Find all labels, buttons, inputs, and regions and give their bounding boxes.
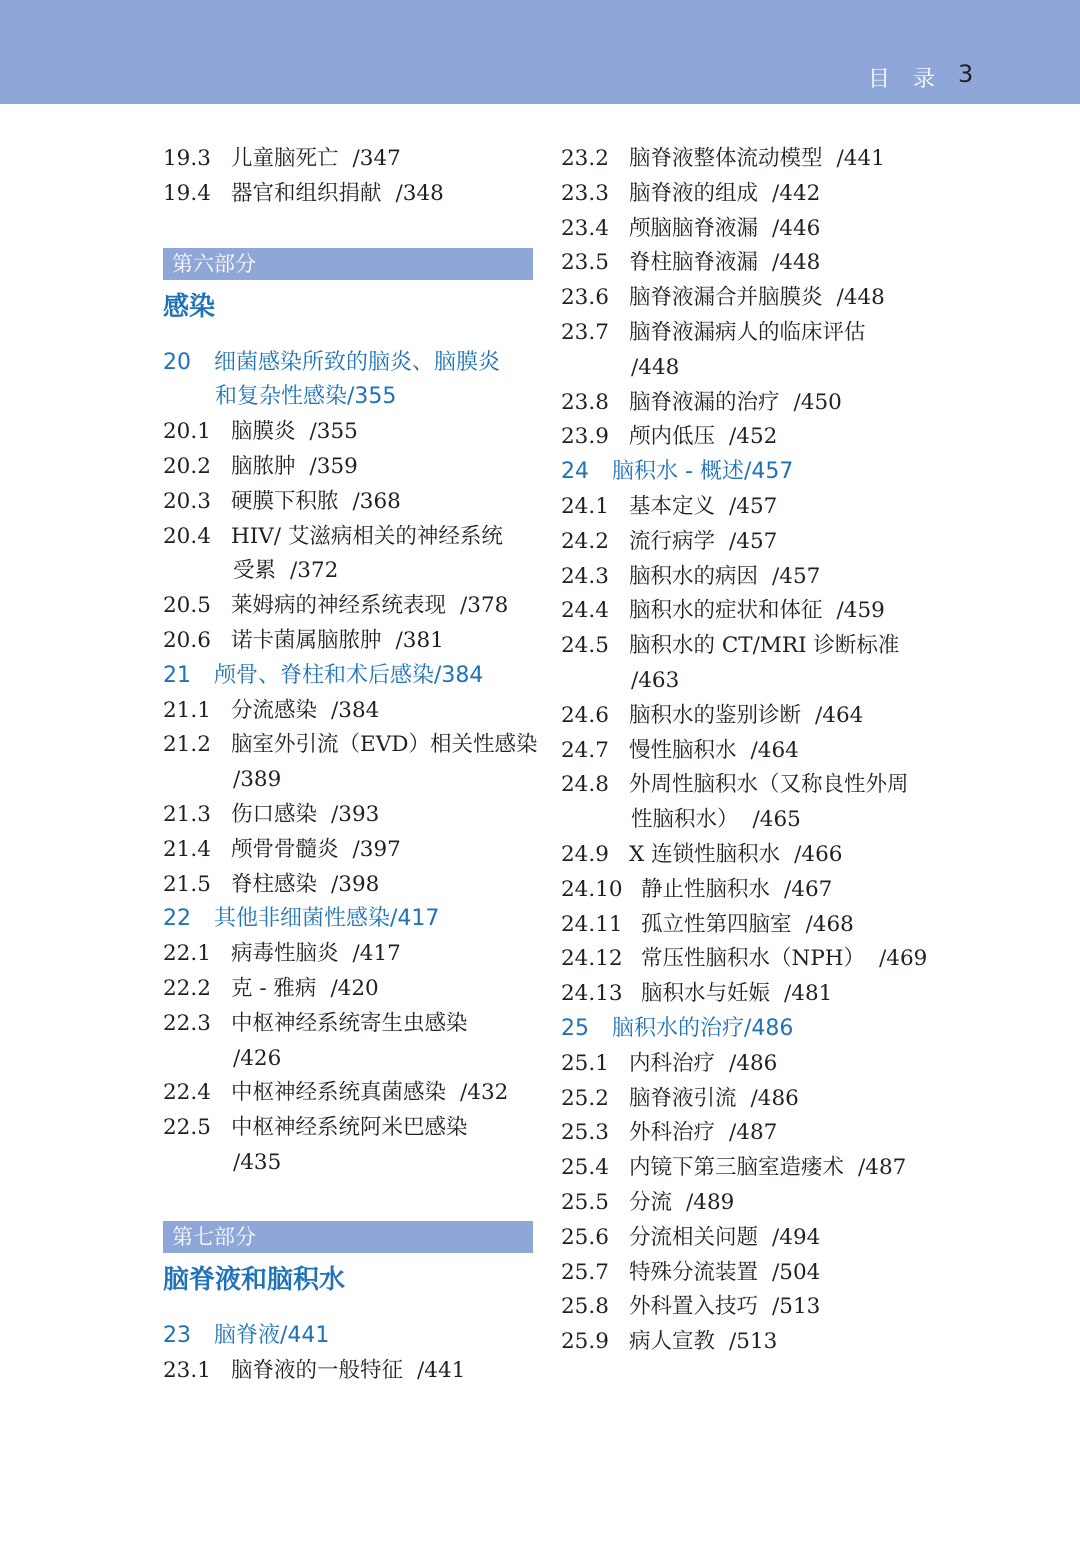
toc-entry[interactable]: 25.6 分流相关问题 /494 <box>561 1224 821 1250</box>
toc-entry[interactable]: 22.4 中枢神经系统真菌感染 /432 <box>163 1080 509 1106</box>
toc-entry[interactable]: 24.12 常压性脑积水（NPH） /469 <box>561 946 928 972</box>
page-number: 3 <box>958 60 974 88</box>
toc-entry[interactable]: 19.3 儿童脑死亡 /347 <box>163 146 401 171</box>
toc-entry[interactable]: 23.6 脑脊液漏合并脑膜炎 /448 <box>561 285 885 311</box>
toc-entry[interactable]: 24.4 脑积水的症状和体征 /459 <box>561 598 885 624</box>
chapter-heading[interactable]: 24 脑积水 - 概述/457 <box>561 459 794 485</box>
toc-entry[interactable]: 25.9 病人宣教 /513 <box>561 1329 778 1355</box>
toc-entry[interactable]: 24.2 流行病学 /457 <box>561 528 778 554</box>
toc-entry[interactable]: 20.5 莱姆病的神经系统表现 /378 <box>163 593 509 619</box>
toc-entry[interactable]: 25.5 分流 /489 <box>561 1189 735 1215</box>
toc-entry[interactable]: 21.3 伤口感染 /393 <box>163 801 380 827</box>
toc-entry-continued[interactable]: /448 <box>631 354 680 380</box>
chapter-heading[interactable]: 22 其他非细菌性感染/417 <box>163 906 440 932</box>
toc-entry[interactable]: 23.2 脑脊液整体流动模型 /441 <box>561 146 885 171</box>
chapter-heading[interactable]: 20 细菌感染所致的脑炎、脑膜炎 <box>163 349 501 375</box>
toc-entry-continued[interactable]: /426 <box>233 1045 282 1071</box>
part-label-bar: 第六部分 <box>163 248 533 280</box>
toc-entry[interactable]: 24.9 X 连锁性脑积水 /466 <box>561 841 843 867</box>
chapter-heading[interactable]: 25 脑积水的治疗/486 <box>561 1015 794 1041</box>
toc-entry[interactable]: 23.4 颅脑脑脊液漏 /446 <box>561 215 821 241</box>
toc-entry[interactable]: 25.7 特殊分流装置 /504 <box>561 1259 821 1285</box>
toc-entry[interactable]: 20.6 诺卡菌属脑脓肿 /381 <box>163 627 444 653</box>
toc-entry[interactable]: 24.3 脑积水的病因 /457 <box>561 563 821 589</box>
toc-entry[interactable]: 24.7 慢性脑积水 /464 <box>561 737 799 763</box>
chapter-heading-continued[interactable]: 和复杂性感染/355 <box>215 384 397 410</box>
toc-left-column <box>163 142 538 1388</box>
running-header-title: 目 录 <box>868 67 943 92</box>
toc-entry[interactable]: 22.5 中枢神经系统阿米巴感染 <box>163 1115 468 1141</box>
toc-entry[interactable]: 20.3 硬膜下积脓 /368 <box>163 488 401 514</box>
toc-entry[interactable]: 25.1 内科治疗 /486 <box>561 1050 778 1076</box>
toc-entry[interactable]: 19.4 器官和组织捐献 /348 <box>163 180 444 206</box>
toc-entry[interactable]: 23.3 脑脊液的组成 /442 <box>561 180 821 206</box>
toc-entry[interactable]: 24.5 脑积水的 CT/MRI 诊断标准 <box>561 633 900 659</box>
toc-entry[interactable]: 20.2 脑脓肿 /359 <box>163 453 358 479</box>
toc-entry[interactable]: 23.7 脑脊液漏病人的临床评估 <box>561 319 866 345</box>
toc-entry[interactable]: 24.13 脑积水与妊娠 /481 <box>561 981 833 1007</box>
part-title: 感染 <box>163 291 216 322</box>
toc-entry[interactable]: 24.1 基本定义 /457 <box>561 493 778 519</box>
part-title: 脑脊液和脑积水 <box>163 1264 346 1295</box>
part-label-bar: 第七部分 <box>163 1221 533 1253</box>
toc-entry-continued[interactable]: 性脑积水） /465 <box>631 807 801 833</box>
toc-entry[interactable]: 25.4 内镜下第三脑室造瘘术 /487 <box>561 1155 907 1181</box>
toc-entry[interactable]: 22.3 中枢神经系统寄生虫感染 <box>163 1010 468 1036</box>
toc-entry-continued[interactable]: /463 <box>631 667 680 693</box>
toc-entry[interactable]: 20.1 脑膜炎 /355 <box>163 419 358 445</box>
toc-entry-continued[interactable]: /389 <box>233 767 282 793</box>
toc-entry[interactable]: 21.1 分流感染 /384 <box>163 697 380 723</box>
toc-entry-continued[interactable]: /435 <box>233 1149 282 1175</box>
toc-entry[interactable]: 24.8 外周性脑积水（又称良性外周 <box>561 772 909 798</box>
toc-entry[interactable]: 20.4 HIV/ 艾滋病相关的神经系统 <box>163 523 503 549</box>
toc-entry[interactable]: 23.1 脑脊液的一般特征 /441 <box>163 1357 466 1383</box>
toc-entry[interactable]: 24.10 静止性脑积水 /467 <box>561 876 833 902</box>
toc-entry[interactable]: 22.2 克 - 雅病 /420 <box>163 975 379 1001</box>
toc-entry[interactable]: 23.9 颅内低压 /452 <box>561 424 778 450</box>
toc-entry[interactable]: 21.5 脊柱感染 /398 <box>163 871 380 897</box>
chapter-heading[interactable]: 21 颅骨、脊柱和术后感染/384 <box>163 662 484 688</box>
toc-entry[interactable]: 25.2 脑脊液引流 /486 <box>561 1085 799 1111</box>
toc-entry-continued[interactable]: 受累 /372 <box>233 558 339 584</box>
toc-entry[interactable]: 25.3 外科治疗 /487 <box>561 1120 778 1146</box>
toc-entry[interactable]: 22.1 病毒性脑炎 /417 <box>163 941 401 967</box>
toc-entry[interactable]: 21.2 脑室外引流（EVD）相关性感染 <box>163 732 538 758</box>
toc-entry[interactable]: 23.5 脊柱脑脊液漏 /448 <box>561 250 821 276</box>
toc-entry[interactable]: 24.6 脑积水的鉴别诊断 /464 <box>561 702 864 728</box>
toc-right-column <box>561 142 933 1360</box>
toc-entry[interactable]: 24.11 孤立性第四脑室 /468 <box>561 911 854 937</box>
toc-entry[interactable]: 23.8 脑脊液漏的治疗 /450 <box>561 389 842 415</box>
toc-entry[interactable]: 25.8 外科置入技巧 /513 <box>561 1294 821 1320</box>
chapter-heading[interactable]: 23 脑脊液/441 <box>163 1322 330 1348</box>
toc-entry[interactable]: 21.4 颅骨骨髓炎 /397 <box>163 836 401 862</box>
